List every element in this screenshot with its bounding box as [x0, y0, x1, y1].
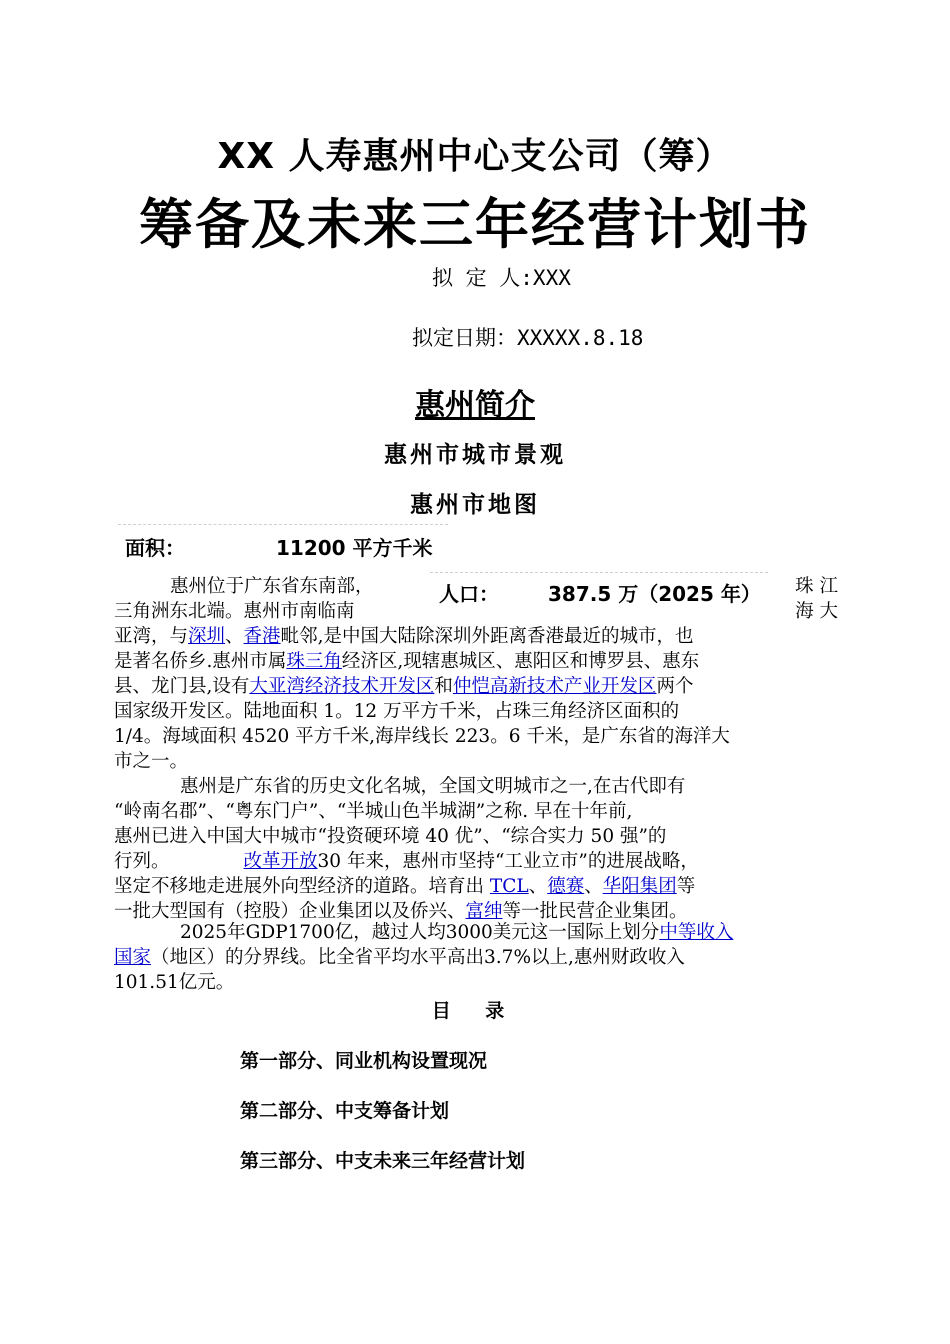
link-hongkong[interactable]: 香港	[243, 626, 281, 647]
section-title: 惠州简介	[415, 388, 535, 423]
population-label: 人口：	[437, 578, 501, 607]
document-title-line2: 筹备及未来三年经营计划书	[139, 193, 811, 256]
link-shenzhen[interactable]: 深圳	[188, 626, 226, 647]
document-title-line1: XX 人寿惠州中心支公司（筹）	[217, 136, 733, 177]
link-middle-income-2[interactable]: 国家	[114, 947, 152, 968]
intro-paragraph-3: 2025年GDP1700亿，越过人均3000美元这一国际上划分中等收入 国家（地区）的分界线。比全省平均水平高出3.7%以上,惠州财政收入 101.51亿元。	[114, 922, 734, 993]
toc-item[interactable]: 第一部分、同业机构设置现况	[240, 1050, 488, 1072]
link-huayang-group[interactable]: 华阳集团	[602, 876, 677, 897]
intro-paragraph-2: 惠州是广东省的历史文化名城，全国文明城市之一,在古代即有 “岭南名郡”、“粤东门户”、“半城山色半城湖”之称. 早在十年前, 惠州已进入中国大中城市“投资硬环境 40 优”、“综合实力 50 强”的 行列。 改革开放30 年来，惠州市坚持“工业立市”的进展战略， 坚定不移地走进展外向型经济的道路。培育出 TCL、德赛、华阳集团等 一批大型国有（控股）企业集团以及侨兴、富绅等一批民营企业集团。	[114, 776, 699, 922]
link-pearl-river-delta[interactable]: 珠三角	[286, 651, 342, 672]
subtitle-city-landscape: 惠州市城市景观	[384, 442, 566, 468]
toc-title: 目 录	[431, 1000, 519, 1022]
population-value: 387.5 万（2025 年）	[546, 578, 763, 607]
textbox-border-population	[430, 572, 768, 573]
area-value: 11200 平方千米	[276, 536, 433, 560]
link-dayawan-zone[interactable]: 大亚湾经济技术开发区	[249, 676, 435, 697]
drafter-line: 拟 定 人:XXX	[432, 266, 571, 290]
toc-item[interactable]: 第三部分、中支未来三年经营计划	[240, 1150, 526, 1172]
link-tcl[interactable]: TCL	[489, 876, 529, 897]
subtitle-city-map: 惠州市地图	[410, 492, 540, 518]
link-middle-income-1[interactable]: 中等收入	[659, 922, 734, 943]
intro-paragraph-1: 惠州位于广东省东南部， 珠 江 三角洲东北端。惠州市南临南 海 大 亚湾，与深圳、香港毗邻,是中国大陆除深圳外距离香港最近的城市，也 是著名侨乡.惠州市属珠三角经济区,现辖惠城区、惠阳区和博罗县、惠东 县、龙门县,设有大亚湾经济技术开发区和仲恺高新技术产业开发区两个 国家级开发区。陆地面积 1。12 万平方千米，占珠三角经济区面积的 1/4。海域面积 4520 平方千米,海岸线长 223。6 千米，是广东省的海洋大 市之一。	[114, 576, 838, 772]
link-zhongkai-zone[interactable]: 仲恺高新技术产业开发区	[452, 676, 657, 697]
draft-date-line: 拟定日期：XXXXX.8.18	[412, 326, 644, 350]
area-label: 面积：	[125, 536, 185, 560]
link-reform-opening[interactable]: 改革开放	[243, 851, 318, 872]
textbox-border-area	[118, 524, 448, 525]
link-desay[interactable]: 德赛	[547, 876, 585, 897]
link-fushen[interactable]: 富绅	[465, 901, 503, 922]
toc-item[interactable]: 第二部分、中支筹备计划	[240, 1100, 450, 1122]
